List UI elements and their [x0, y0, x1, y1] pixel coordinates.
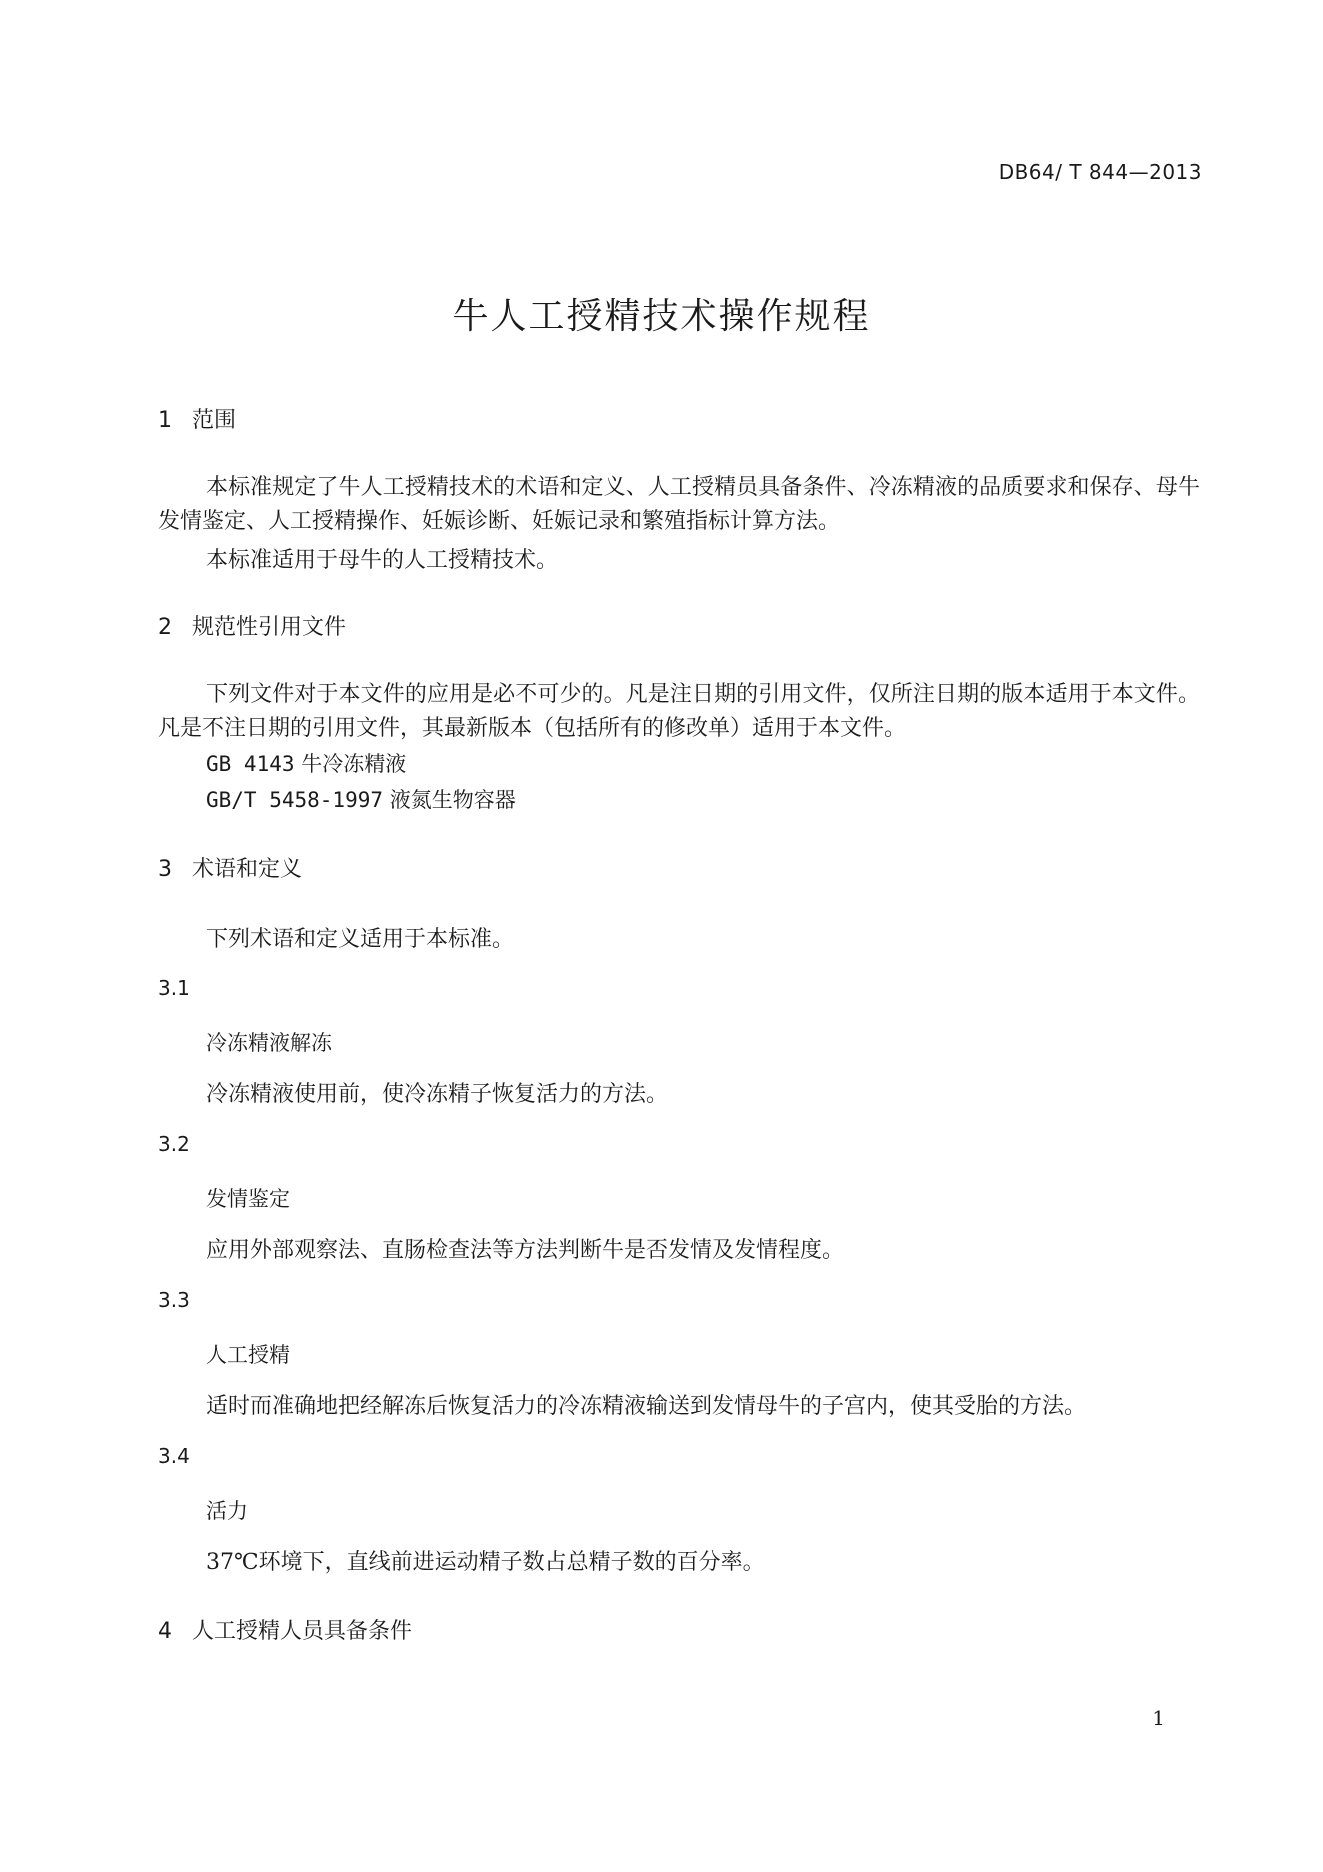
term-heading: 发情鉴定 — [206, 1187, 290, 1211]
term-definition: 应用外部观察法、直肠检查法等方法判断牛是否发情及发情程度。 — [206, 1238, 845, 1263]
reference-item — [206, 748, 406, 778]
section-3-intro: 下列术语和定义适用于本标准。 — [206, 927, 515, 952]
clause-number: 3.4 — [158, 1444, 190, 1468]
section-4-heading — [158, 1614, 412, 1645]
page-number: 1 — [1152, 1706, 1165, 1730]
section-1-paragraph: 本标准规定了牛人工授精技术的术语和定义、人工授精员具备条件、冷冻精液的品质要求和保存、母牛发情鉴定、人工授精操作、妊娠诊断、妊娠记录和繁殖指标计算方法。 — [158, 475, 1200, 534]
section-2-paragraph: 下列文件对于本文件的应用是必不可少的。凡是注日期的引用文件，仅所注日期的版本适用于本文件。凡是不注日期的引用文件，其最新版本（包括所有的修改单）适用于本文件。 — [158, 682, 1200, 741]
clause-number: 3.3 — [158, 1288, 190, 1312]
clause-number: 3.1 — [158, 976, 190, 1000]
term-definition: 冷冻精液使用前，使冷冻精子恢复活力的方法。 — [206, 1082, 669, 1107]
section-1-number: 1 — [158, 408, 172, 433]
section-1-applicability: 本标准适用于母牛的人工授精技术。 — [206, 548, 559, 573]
standard-code: DB64/ T 844—2013 — [998, 160, 1202, 184]
reference-name: 牛冷冻精液 — [301, 752, 407, 776]
section-2-number: 2 — [158, 615, 172, 640]
section-1-heading — [158, 403, 236, 434]
section-4-title: 人工授精人员具备条件 — [192, 1619, 413, 1644]
term-definition: 适时而准确地把经解冻后恢复活力的冷冻精液输送到发情母牛的子宫内，使其受胎的方法。 — [206, 1394, 1087, 1419]
clause-number: 3.2 — [158, 1132, 190, 1156]
reference-name: 液氮生物容器 — [389, 788, 516, 812]
term-heading: 活力 — [206, 1499, 248, 1523]
reference-code: GB 4143 — [206, 752, 295, 776]
section-4-number: 4 — [158, 1619, 172, 1644]
section-2-heading — [158, 610, 346, 641]
section-1-title: 范围 — [192, 408, 237, 433]
term-heading: 冷冻精液解冻 — [206, 1031, 332, 1055]
term-definition: 37℃环境下，直线前进运动精子数占总精子数的百分率。 — [206, 1550, 765, 1575]
section-2-title: 规范性引用文件 — [192, 615, 347, 640]
term-heading: 人工授精 — [206, 1343, 290, 1367]
section-3-title: 术语和定义 — [192, 857, 303, 882]
reference-item — [206, 784, 516, 814]
reference-code: GB/T 5458-1997 — [206, 788, 384, 812]
section-3-number: 3 — [158, 857, 172, 882]
section-3-heading — [158, 852, 302, 883]
document-title: 牛人工授精技术操作规程 — [452, 296, 871, 337]
